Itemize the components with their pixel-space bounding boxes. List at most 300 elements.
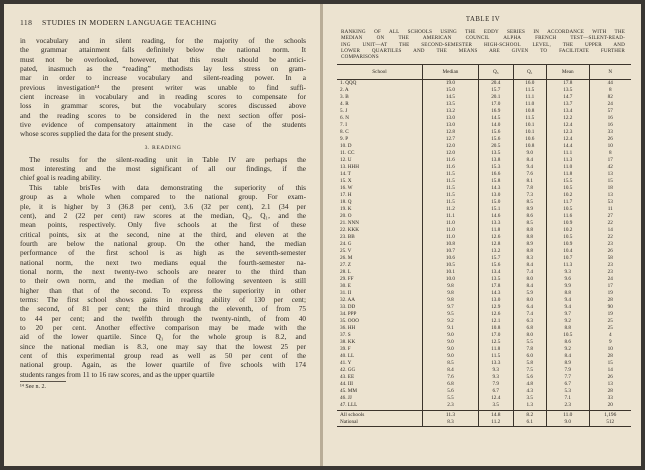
cell-median: 9.0 bbox=[423, 332, 479, 339]
table-summary bbox=[337, 411, 631, 427]
cell-mean: 10.4 bbox=[547, 248, 590, 255]
text-line: the second, of 81 per cent; the third through the eleventh, of from 75 bbox=[20, 304, 306, 314]
cell-median: 11.5 bbox=[423, 185, 479, 192]
cell-school: 46. JJ bbox=[340, 395, 352, 402]
text-line: mar in order to increase vocabulary and silent-reading power. In a bbox=[20, 73, 306, 83]
table-row bbox=[337, 255, 631, 262]
text-line: chief goal is reading ability. bbox=[20, 173, 102, 183]
cell-mean: 2.3 bbox=[547, 402, 590, 411]
cell-q1: 11.0 bbox=[513, 101, 546, 108]
cell-n: 22 bbox=[589, 234, 631, 241]
cell-median: 11.5 bbox=[423, 178, 479, 185]
cell-q1: 4.8 bbox=[513, 381, 546, 388]
cell-q3: 11.8 bbox=[478, 346, 513, 353]
table-row bbox=[337, 178, 631, 185]
cell-school: 8. C bbox=[340, 129, 349, 136]
cell-school: 37. S bbox=[340, 332, 351, 339]
cell-n: 19 bbox=[589, 290, 631, 297]
text-line: critical points, six at the second, nine at the third, and eleven at the bbox=[20, 229, 306, 239]
cell-q1: 5.9 bbox=[513, 290, 546, 297]
cell-q3: 14.3 bbox=[478, 185, 513, 192]
cell-q1: 6.4 bbox=[513, 304, 546, 311]
cell-school: 27. Z bbox=[340, 262, 351, 269]
cell-q1: 8.9 bbox=[513, 241, 546, 248]
cell-median: 8.5 bbox=[423, 360, 479, 367]
cell-school: 20. O bbox=[340, 213, 352, 220]
cell-median: 13.0 bbox=[423, 122, 479, 129]
cell-q3: 12.4 bbox=[478, 395, 513, 402]
cell-q3: 20.5 bbox=[478, 143, 513, 150]
cell-mean: 11.7 bbox=[547, 199, 590, 206]
text-line: since the national median is 8.3, one may say that the lowest 25 per bbox=[20, 341, 306, 351]
cell-median: 10.0 bbox=[423, 276, 479, 283]
cell-median: 10.8 bbox=[423, 241, 479, 248]
cell-n: 15 bbox=[589, 360, 631, 367]
cell-q3: 20.1 bbox=[478, 94, 513, 101]
text-line: most interesting and the most significant of all our findings, if the bbox=[20, 164, 306, 174]
cell-q3: 14.6 bbox=[478, 213, 513, 220]
table-row bbox=[337, 94, 631, 101]
cell-q3: 15.3 bbox=[478, 164, 513, 171]
text-line: must not be overlooked, however, that this result should be antici- bbox=[20, 54, 306, 64]
cell-school: 11. CC bbox=[340, 150, 355, 157]
cell-school: 29. FF bbox=[340, 276, 354, 283]
cell-q1: 5.6 bbox=[513, 374, 546, 381]
cell-q3: 7.9 bbox=[478, 381, 513, 388]
cell-n: 58 bbox=[589, 255, 631, 262]
cell-mean: 8.6 bbox=[547, 339, 590, 346]
cell-n: 33 bbox=[589, 129, 631, 136]
column-header-q1: Q₁ bbox=[513, 65, 546, 80]
cell-median: 9.7 bbox=[423, 304, 479, 311]
text-line: national group. Again, as the lower quartile of five schools with 174 bbox=[20, 360, 306, 370]
cell-q1: 16.0 bbox=[513, 80, 546, 88]
table-row bbox=[337, 339, 631, 346]
cell-n: 57 bbox=[589, 108, 631, 115]
cell-mean: 12.2 bbox=[547, 115, 590, 122]
cell-mean: 8.4 bbox=[547, 353, 590, 360]
cell-school: 44. III bbox=[340, 381, 353, 388]
table-row bbox=[337, 136, 631, 143]
text-line: in vocabulary and in silent reading, for the majority of the schools bbox=[20, 36, 306, 45]
cell-school: 45. MM bbox=[340, 388, 358, 395]
footnote: ¹⁴ See n. 2. bbox=[20, 384, 47, 391]
cell-school: 47. LLL bbox=[340, 402, 358, 409]
cell-mean: 10.2 bbox=[547, 227, 590, 234]
cell-school: 34. PPP bbox=[340, 311, 357, 318]
page-number: 118 bbox=[20, 18, 33, 27]
cell-mean: 5.3 bbox=[547, 388, 590, 395]
table-row bbox=[337, 199, 631, 206]
cell-q3: 14.3 bbox=[478, 290, 513, 297]
cell-n: 26 bbox=[589, 248, 631, 255]
table-row bbox=[337, 192, 631, 199]
cell-school: 7. I bbox=[340, 122, 347, 129]
cell-school: 42. GG bbox=[340, 367, 356, 374]
cell-median: 12.7 bbox=[423, 136, 479, 143]
cell-q3: 15.6 bbox=[478, 262, 513, 269]
cell-n: 26 bbox=[589, 374, 631, 381]
cell-mean: 13.4 bbox=[547, 108, 590, 115]
cell-q1: 8.6 bbox=[513, 213, 546, 220]
cell-q1: 8.0 bbox=[513, 276, 546, 283]
text-line: performance of the first school is as high as the seventh-semester bbox=[20, 248, 306, 258]
cell-school: 16. W bbox=[340, 185, 353, 192]
cell-median: 10.1 bbox=[423, 269, 479, 276]
table-row bbox=[337, 213, 631, 220]
cell-school: 14. T bbox=[340, 171, 351, 178]
cell-q1: 10.8 bbox=[513, 143, 546, 150]
cell-mean: 13.5 bbox=[547, 87, 590, 94]
cell-median: 9.0 bbox=[423, 346, 479, 353]
cell-school: 21. NNN bbox=[340, 220, 360, 227]
text-line: mean points, respectively. Only five schools at the first of these bbox=[20, 220, 306, 230]
cell-q3: 12.1 bbox=[478, 318, 513, 325]
cell-q1: 4.3 bbox=[513, 388, 546, 395]
cell-median: 13.0 bbox=[423, 115, 479, 122]
cell-q1: 8.8 bbox=[513, 227, 546, 234]
cell-mean: 11.0 bbox=[547, 411, 590, 420]
cell-mean: 7.9 bbox=[547, 367, 590, 374]
table-row bbox=[337, 164, 631, 171]
cell-school: 30. E bbox=[340, 283, 351, 290]
cell-school: 6. N bbox=[340, 115, 349, 122]
text-line: cient increase in vocabulary and in reading scores to compensate for bbox=[20, 92, 306, 102]
cell-n: 44 bbox=[589, 80, 631, 88]
cell-n: 512 bbox=[589, 419, 631, 427]
cell-n: 17 bbox=[589, 157, 631, 164]
table-row bbox=[337, 227, 631, 234]
cell-median: 13.2 bbox=[423, 108, 479, 115]
cell-n: 25 bbox=[589, 325, 631, 332]
cell-median: 7.6 bbox=[423, 374, 479, 381]
cell-school: 24. G bbox=[340, 241, 352, 248]
cell-q1: 8.8 bbox=[513, 234, 546, 241]
summary-row bbox=[337, 419, 631, 427]
cell-mean: 10.5 bbox=[547, 234, 590, 241]
cell-mean: 11.1 bbox=[547, 150, 590, 157]
cell-q1: 7.8 bbox=[513, 346, 546, 353]
cell-mean: 14.7 bbox=[547, 94, 590, 101]
cell-mean: 11.3 bbox=[547, 262, 590, 269]
text-line: students ranges from 11 to 16 raw scores, and as the upper quartile bbox=[20, 369, 215, 379]
table-row bbox=[337, 171, 631, 178]
cell-school: 36. HH bbox=[340, 325, 356, 332]
cell-q1: 8.9 bbox=[513, 206, 546, 213]
table-row bbox=[337, 87, 631, 94]
cell-mean: 13.7 bbox=[547, 101, 590, 108]
cell-n: 18 bbox=[589, 185, 631, 192]
table-row bbox=[337, 220, 631, 227]
cell-q1: 8.3 bbox=[513, 255, 546, 262]
cell-school: 3. B bbox=[340, 94, 349, 101]
table-header-row bbox=[337, 65, 631, 80]
cell-q1: 8.2 bbox=[513, 411, 546, 420]
cell-q3: 12.6 bbox=[478, 311, 513, 318]
cell-q3: 13.3 bbox=[478, 360, 513, 367]
table-row bbox=[337, 115, 631, 122]
column-header-n: N bbox=[589, 65, 631, 80]
cell-median: 9.1 bbox=[423, 325, 479, 332]
table-row bbox=[337, 206, 631, 213]
cell-mean: 9.9 bbox=[547, 283, 590, 290]
cell-q1: 10.8 bbox=[513, 108, 546, 115]
cell-q3: 11.2 bbox=[478, 419, 513, 427]
cell-q3: 13.8 bbox=[478, 157, 513, 164]
cell-school: 33. DD bbox=[340, 304, 356, 311]
cell-median: 5.6 bbox=[423, 388, 479, 395]
cell-n: 22 bbox=[589, 220, 631, 227]
cell-n: 82 bbox=[589, 94, 631, 101]
cell-school: 25. V bbox=[340, 248, 352, 255]
text-line: cent), and 2 (22 per cent) raw scores at the median, Q₃, Q₁, and the bbox=[20, 210, 306, 220]
section-heading: 3. READING bbox=[144, 144, 182, 151]
table-row bbox=[337, 311, 631, 318]
cell-n: 90 bbox=[589, 304, 631, 311]
table-row bbox=[337, 360, 631, 367]
cell-median: 8.4 bbox=[423, 367, 479, 374]
cell-median: 12.0 bbox=[423, 150, 479, 157]
cell-n: 14 bbox=[589, 367, 631, 374]
cell-q3: 12.9 bbox=[478, 304, 513, 311]
cell-q3: 6.7 bbox=[478, 388, 513, 395]
cell-school: 32. AA bbox=[340, 297, 355, 304]
cell-school: 17. H bbox=[340, 192, 352, 199]
cell-median: 12.8 bbox=[423, 129, 479, 136]
text-line: group as a whole when compared to the national group. For exam- bbox=[20, 192, 306, 202]
caption-line: MEDIAN ON THE AMERICAN COUNCIL ALPHA FRENCH TEST—SILENT-READ- bbox=[341, 35, 625, 42]
cell-q3: 13.2 bbox=[478, 248, 513, 255]
cell-median: 15.0 bbox=[423, 87, 479, 94]
cell-q3: 14.0 bbox=[478, 122, 513, 129]
cell-median: 11.5 bbox=[423, 199, 479, 206]
text-line: tional norm, the next twenty-two schools are nearer to the third than bbox=[20, 266, 306, 276]
right-page bbox=[323, 4, 641, 466]
cell-q1: 7.8 bbox=[513, 185, 546, 192]
cell-q1: 11.1 bbox=[513, 94, 546, 101]
cell-mean: 7.1 bbox=[547, 395, 590, 402]
table-row bbox=[337, 143, 631, 150]
cell-q3: 13.5 bbox=[478, 150, 513, 157]
cell-q3: 15.6 bbox=[478, 129, 513, 136]
cell-mean: 9.6 bbox=[547, 276, 590, 283]
cell-n: 10 bbox=[589, 143, 631, 150]
running-head-title: STUDIES IN MODERN LANGUAGE TEACHING bbox=[42, 18, 217, 27]
table-row bbox=[337, 101, 631, 108]
cell-median: 19.0 bbox=[423, 80, 479, 88]
cell-n: 25 bbox=[589, 318, 631, 325]
cell-q3: 15.7 bbox=[478, 87, 513, 94]
caption-line: COMPARISONS bbox=[341, 54, 379, 61]
cell-school: 18. Q bbox=[340, 199, 352, 206]
caption-line: RANKING OF ALL SCHOOLS USING THE EDDY SERIES IN ACCORDANCE WITH THE bbox=[341, 29, 625, 35]
cell-median: 14.5 bbox=[423, 94, 479, 101]
table-row bbox=[337, 374, 631, 381]
cell-n: 10 bbox=[589, 346, 631, 353]
table-row bbox=[337, 388, 631, 395]
cell-n: 20 bbox=[589, 402, 631, 411]
cell-school: 22. KKK bbox=[340, 227, 360, 234]
table-title: TABLE IV bbox=[465, 16, 501, 23]
cell-n: 24 bbox=[589, 101, 631, 108]
cell-mean: 9.4 bbox=[547, 304, 590, 311]
cell-q3: 12.6 bbox=[478, 234, 513, 241]
table-row bbox=[337, 367, 631, 374]
cell-n: 33 bbox=[589, 395, 631, 402]
cell-q1: 8.4 bbox=[513, 283, 546, 290]
cell-median: 9.0 bbox=[423, 339, 479, 346]
cell-q3: 14.8 bbox=[478, 411, 513, 420]
paragraph-1 bbox=[20, 36, 306, 139]
cell-n: 24 bbox=[589, 276, 631, 283]
cell-mean: 9.0 bbox=[547, 419, 590, 427]
table-row bbox=[337, 150, 631, 157]
cell-q1: 6.3 bbox=[513, 318, 546, 325]
table-row bbox=[337, 346, 631, 353]
caption-line: ING UNIT—AT THE SECOND-SEMESTER HIGH-SCHOOL LEVEL, THE UPPER AND bbox=[341, 41, 625, 48]
text-line: aid of the lower quartile. Since Q₁ for the whole group is 8.2, and bbox=[20, 332, 306, 342]
text-line: cent of this experimental group read as well as 50 per cent of the bbox=[20, 351, 306, 360]
cell-mean: 10.5 bbox=[547, 332, 590, 339]
cell-q1: 9.4 bbox=[513, 164, 546, 171]
cell-median: 11.6 bbox=[423, 164, 479, 171]
cell-n: 28 bbox=[589, 388, 631, 395]
running-head bbox=[20, 18, 306, 27]
table-row bbox=[337, 381, 631, 388]
cell-median: 9.8 bbox=[423, 283, 479, 290]
cell-q3: 15.8 bbox=[478, 178, 513, 185]
cell-median: 11.0 bbox=[423, 234, 479, 241]
cell-school: 35. OOO bbox=[340, 318, 360, 325]
table-row bbox=[337, 241, 631, 248]
text-line: This table brisTes with data demonstrating the superiority of this bbox=[29, 182, 306, 192]
table-body bbox=[337, 80, 631, 411]
cell-median: 2.3 bbox=[423, 402, 479, 411]
cell-n: 13 bbox=[589, 381, 631, 388]
cell-mean: 10.5 bbox=[547, 206, 590, 213]
table-row bbox=[337, 395, 631, 402]
cell-school: 28. L bbox=[340, 269, 351, 276]
cell-n: 28 bbox=[589, 353, 631, 360]
cell-q3: 3.5 bbox=[478, 402, 513, 411]
cell-q3: 17.8 bbox=[478, 283, 513, 290]
cell-q1: 11.5 bbox=[513, 87, 546, 94]
cell-mean: 10.7 bbox=[547, 255, 590, 262]
cell-q1: 10.1 bbox=[513, 129, 546, 136]
cell-q1: 8.4 bbox=[513, 157, 546, 164]
cell-q3: 12.8 bbox=[478, 241, 513, 248]
cell-median: 12.0 bbox=[423, 143, 479, 150]
table-row bbox=[337, 122, 631, 129]
cell-school: 43. EE bbox=[340, 374, 355, 381]
cell-n: 17 bbox=[589, 283, 631, 290]
cell-n: 26 bbox=[589, 136, 631, 143]
cell-q3: 9.3 bbox=[478, 367, 513, 374]
cell-q1: 9.0 bbox=[513, 150, 546, 157]
column-header-q3: Q₃ bbox=[478, 65, 513, 80]
cell-median: 11.5 bbox=[423, 171, 479, 178]
cell-q1: 8.0 bbox=[513, 297, 546, 304]
cell-median: 6.8 bbox=[423, 381, 479, 388]
cell-mean: 9.4 bbox=[547, 297, 590, 304]
cell-n: 42 bbox=[589, 164, 631, 171]
cell-mean: 10.5 bbox=[547, 185, 590, 192]
cell-q1: 7.6 bbox=[513, 171, 546, 178]
cell-median: 10.5 bbox=[423, 262, 479, 269]
table-row bbox=[337, 248, 631, 255]
cell-mean: 9.7 bbox=[547, 311, 590, 318]
text-line: terms: The first school shows gains in reading ability of 130 per cent; bbox=[20, 294, 306, 304]
cell-median: 11.3 bbox=[423, 411, 479, 420]
cell-n: 23 bbox=[589, 269, 631, 276]
cell-mean: 12.3 bbox=[547, 129, 590, 136]
text-line: fourth are below the national group. On the other hand, the median bbox=[20, 238, 306, 248]
cell-n: 13 bbox=[589, 192, 631, 199]
cell-q3: 12.5 bbox=[478, 339, 513, 346]
cell-school: 39. F bbox=[340, 346, 351, 353]
summary-row bbox=[337, 411, 631, 420]
cell-q3: 15.6 bbox=[478, 136, 513, 143]
cell-mean: 10.2 bbox=[547, 192, 590, 199]
left-page bbox=[4, 4, 320, 466]
cell-school: National bbox=[337, 419, 423, 427]
cell-mean: 8.8 bbox=[547, 325, 590, 332]
cell-median: 9.0 bbox=[423, 353, 479, 360]
cell-q3: 17.0 bbox=[478, 332, 513, 339]
table-row bbox=[337, 304, 631, 311]
cell-median: 11.5 bbox=[423, 192, 479, 199]
cell-school: All schools bbox=[337, 411, 423, 420]
cell-q1: 7.4 bbox=[513, 269, 546, 276]
text-line: the grammar attainment falls definitely below the national norm. It bbox=[20, 45, 306, 55]
cell-school: 10. D bbox=[340, 143, 352, 150]
table-row bbox=[337, 108, 631, 115]
table-row bbox=[337, 283, 631, 290]
text-line: pated, inasmuch as the “reading” methodists lay less stress on gram- bbox=[20, 64, 306, 74]
table-row bbox=[337, 269, 631, 276]
cell-school: 4. R bbox=[340, 101, 349, 108]
cell-n: 15 bbox=[589, 178, 631, 185]
cell-n: 13 bbox=[589, 171, 631, 178]
text-line: ple, it is higher by 3 (36.8 per cent), 3.6 (32 per cent), 2.1 (34 per bbox=[20, 201, 306, 211]
text-line: to their own norm, and the median of the following seventeen is still bbox=[20, 276, 306, 286]
cell-median: 9.8 bbox=[423, 290, 479, 297]
cell-n: 8 bbox=[589, 150, 631, 157]
cell-q3: 14.5 bbox=[478, 115, 513, 122]
cell-q1: 11.5 bbox=[513, 115, 546, 122]
cell-n: 8 bbox=[589, 87, 631, 94]
cell-median: 9.8 bbox=[423, 297, 479, 304]
cell-q3: 15.0 bbox=[478, 199, 513, 206]
cell-school: 13. HHH bbox=[340, 164, 360, 171]
cell-school: 9. P bbox=[340, 136, 349, 143]
cell-n: 19 bbox=[589, 311, 631, 318]
cell-q3: 15.1 bbox=[478, 206, 513, 213]
cell-q1: 5.8 bbox=[513, 360, 546, 367]
cell-q3: 15.7 bbox=[478, 255, 513, 262]
table-row bbox=[337, 234, 631, 241]
cell-median: 9.2 bbox=[423, 318, 479, 325]
cell-n: 16 bbox=[589, 122, 631, 129]
cell-q3: 13.4 bbox=[478, 269, 513, 276]
cell-q3: 17.0 bbox=[478, 101, 513, 108]
cell-q1: 10.1 bbox=[513, 122, 546, 129]
cell-median: 11.0 bbox=[423, 227, 479, 234]
cell-q3: 13.0 bbox=[478, 192, 513, 199]
cell-n: 23 bbox=[589, 241, 631, 248]
cell-school: 23. BB bbox=[340, 234, 355, 241]
cell-mean: 11.3 bbox=[547, 157, 590, 164]
